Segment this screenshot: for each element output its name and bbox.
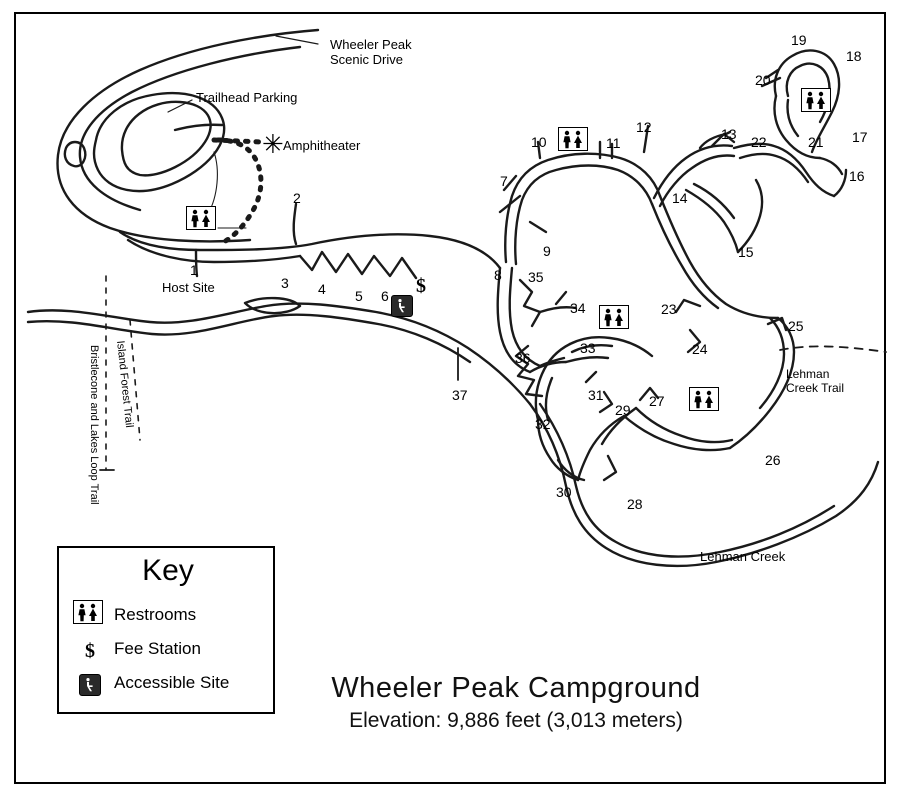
annotation-trailhead-parking: Trailhead Parking <box>196 90 298 105</box>
key-fee-station-icon: $ <box>85 640 95 662</box>
site-number: 17 <box>852 129 868 145</box>
map-title-block <box>296 672 736 733</box>
key-restroom-icon <box>73 600 103 624</box>
site-number: 9 <box>543 243 551 259</box>
site-number: 16 <box>849 168 865 184</box>
campground-elevation: Elevation: 9,886 feet (3,013 meters) <box>349 709 683 732</box>
key-label-restrooms: Restrooms <box>114 605 197 624</box>
campground-title: Wheeler Peak Campground <box>331 672 701 704</box>
key-accessible-site-icon <box>79 674 101 696</box>
site-number: 4 <box>318 281 326 297</box>
lehman-creek-trail-line2: Creek Trail <box>786 380 845 395</box>
site-number: 25 <box>788 318 804 334</box>
annotation-lehman-creek: Lehman Creek <box>700 549 786 564</box>
site-number: 6 <box>381 288 389 304</box>
scenic-drive-line2: Scenic Drive <box>330 51 403 67</box>
restroom-icon <box>689 387 719 411</box>
annotation-bristlecone-trail: Bristlecone and Lakes Loop Trail <box>88 345 100 505</box>
restroom-icon <box>801 88 831 112</box>
scenic-drive-line1: Wheeler Peak <box>330 37 412 52</box>
restroom-icon <box>599 305 629 329</box>
site-number: 10 <box>531 134 547 150</box>
site-number: 31 <box>588 387 604 403</box>
site-number: 2 <box>293 190 301 206</box>
site-number: 20 <box>755 72 771 88</box>
site-number: 15 <box>738 244 754 260</box>
site-number: 37 <box>452 387 468 403</box>
fee-station-icon: $ <box>416 275 426 297</box>
site-number: 11 <box>606 135 621 151</box>
accessible-site-icon <box>391 295 413 317</box>
amphitheater-star-icon: ✳ <box>262 130 284 159</box>
lehman-creek-trail-line1: Lehman <box>786 367 830 381</box>
site-number: 32 <box>535 416 551 432</box>
site-number: 7 <box>500 173 508 189</box>
site-number: 26 <box>765 452 781 468</box>
key-title: Key <box>142 554 194 587</box>
site-number: 22 <box>751 134 767 150</box>
site-number: 36 <box>515 350 531 366</box>
key-label-fee-station: Fee Station <box>114 639 201 658</box>
site-number: 21 <box>808 134 824 150</box>
restroom-icon <box>186 206 216 230</box>
site-number: 29 <box>615 402 631 418</box>
annotation-host-site: Host Site <box>162 280 215 295</box>
site-number: 35 <box>528 269 544 285</box>
annotation-scenic-drive <box>330 38 412 68</box>
site-number: 30 <box>556 484 572 500</box>
site-number: 28 <box>627 496 643 512</box>
annotation-island-forest-trail: Island Forest Trail <box>114 340 136 429</box>
site-number: 24 <box>692 341 708 357</box>
site-number: 34 <box>570 300 586 316</box>
site-number: 1 <box>190 262 198 278</box>
map-key <box>57 546 275 714</box>
restroom-icon <box>558 127 588 151</box>
site-number: 27 <box>649 393 665 409</box>
annotation-amphitheater: Amphitheater <box>283 138 361 153</box>
site-number: 14 <box>672 190 688 206</box>
site-number: 8 <box>494 267 502 283</box>
site-number: 33 <box>580 340 596 356</box>
annotation-lehman-creek-trail <box>786 368 844 396</box>
key-label-accessible-site: Accessible Site <box>114 673 230 692</box>
site-number: 23 <box>661 301 677 317</box>
site-number: 3 <box>281 275 289 291</box>
site-number: 18 <box>846 48 862 64</box>
site-number: 13 <box>721 126 737 142</box>
site-number: 5 <box>355 288 363 304</box>
site-number: 12 <box>636 119 652 135</box>
site-number: 19 <box>791 32 807 48</box>
